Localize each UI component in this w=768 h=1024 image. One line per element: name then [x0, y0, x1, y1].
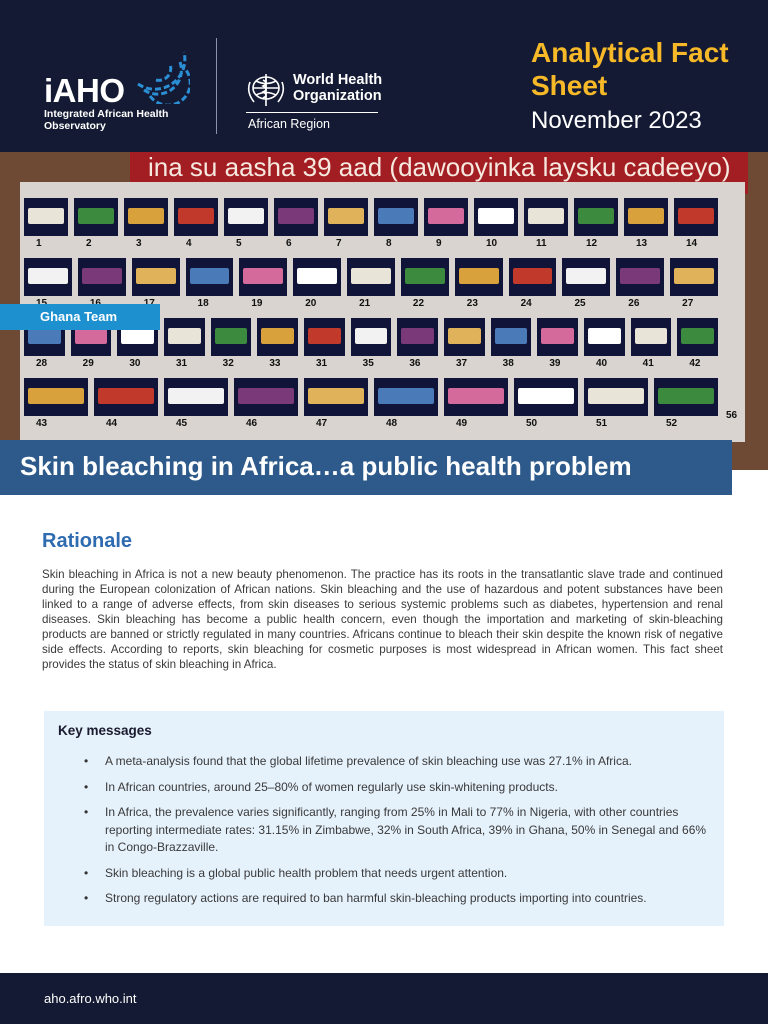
product-cell — [324, 198, 368, 236]
product-cell — [274, 198, 318, 236]
rationale-heading: Rationale — [42, 530, 133, 552]
board-number: 47 — [316, 418, 328, 429]
product-package — [355, 328, 388, 344]
key-messages-box — [44, 711, 724, 926]
page-title: Skin bleaching in Africa…a public health problem — [20, 451, 632, 481]
product-cell — [78, 258, 126, 296]
iaho-wordmark: iAHO — [44, 72, 125, 109]
bullet-icon: • — [84, 865, 89, 880]
board-number: 13 — [636, 238, 648, 249]
key-message-item — [84, 804, 714, 857]
board-number: 4 — [186, 238, 192, 249]
product-cell — [374, 378, 438, 416]
product-package — [168, 388, 224, 404]
product-package — [628, 208, 664, 224]
key-message-text: In African countries, around 25–80% of women regularly use skin-whitening products. — [105, 779, 558, 794]
board-number: 40 — [596, 358, 608, 369]
board-number: 28 — [36, 358, 48, 369]
product-cell — [186, 258, 234, 296]
product-package — [28, 388, 84, 404]
product-cell — [374, 198, 418, 236]
product-package — [178, 208, 214, 224]
product-package — [428, 208, 464, 224]
key-message-item — [84, 753, 714, 771]
product-cell — [74, 198, 118, 236]
ghana-team-tag: Ghana Team — [0, 304, 160, 330]
product-cell — [94, 378, 158, 416]
product-cell — [239, 258, 287, 296]
product-cell — [351, 318, 392, 356]
product-package — [578, 208, 614, 224]
product-cell — [164, 378, 228, 416]
product-package — [297, 268, 337, 284]
key-messages-heading: Key messages — [58, 723, 152, 738]
product-package — [401, 328, 434, 344]
product-cell — [631, 318, 672, 356]
product-cell — [24, 378, 88, 416]
product-package — [620, 268, 660, 284]
product-cell — [293, 258, 341, 296]
product-package — [98, 388, 154, 404]
board-number: 20 — [305, 298, 317, 309]
product-cell — [124, 198, 168, 236]
iaho-logo — [44, 42, 194, 134]
product-cell — [491, 318, 532, 356]
who-region: African Region — [248, 117, 330, 131]
product-cell — [677, 318, 718, 356]
board-number: 31 — [176, 358, 188, 369]
product-cell — [670, 258, 718, 296]
iaho-subtitle: Integrated African Health Observatory — [44, 108, 169, 132]
board-number: 14 — [686, 238, 698, 249]
key-message-text: A meta-analysis found that the global lifetime prevalence of skin bleaching use was 27.1% in Africa. — [105, 754, 632, 768]
product-cell — [509, 258, 557, 296]
product-cell — [474, 198, 518, 236]
board-number: 46 — [246, 418, 258, 429]
product-package — [136, 268, 176, 284]
product-cell — [174, 198, 218, 236]
board-number: 49 — [456, 418, 468, 429]
product-cell — [304, 318, 345, 356]
product-package — [681, 328, 714, 344]
product-cell — [224, 198, 268, 236]
product-package — [405, 268, 445, 284]
board-number: 3 — [136, 238, 142, 249]
product-package — [228, 208, 264, 224]
product-cell — [424, 198, 468, 236]
product-package — [243, 268, 283, 284]
product-cell — [584, 378, 648, 416]
header-divider — [216, 38, 217, 134]
product-cell — [455, 258, 503, 296]
product-cell — [347, 258, 395, 296]
product-package — [351, 268, 391, 284]
product-board-photo — [0, 152, 768, 470]
product-cell — [524, 198, 568, 236]
product-package — [635, 328, 668, 344]
key-message-item — [84, 865, 714, 883]
product-package — [459, 268, 499, 284]
board-number: 52 — [666, 418, 678, 429]
product-cell — [24, 258, 72, 296]
board-number: 22 — [412, 298, 425, 309]
product-package — [28, 208, 64, 224]
board-number: 24 — [520, 298, 532, 309]
product-cell — [164, 318, 205, 356]
who-name: World Health Organization — [293, 72, 383, 104]
product-cell — [397, 318, 438, 356]
product-package — [495, 328, 528, 344]
key-message-text: Skin bleaching is a global public health problem that needs urgent attention. — [105, 865, 508, 880]
sheet-date: November 2023 — [531, 107, 702, 134]
bullet-icon: • — [84, 754, 89, 768]
who-rule — [246, 112, 378, 113]
board-number: 25 — [574, 298, 586, 309]
product-package — [448, 328, 481, 344]
board-number: 43 — [36, 418, 48, 429]
board-number: 29 — [82, 358, 94, 369]
product-package — [328, 208, 364, 224]
board-number: 21 — [359, 298, 371, 309]
board-number: 19 — [251, 298, 263, 309]
product-cell — [624, 198, 668, 236]
product-package — [566, 268, 606, 284]
board-number: 50 — [526, 418, 538, 429]
board-number: 38 — [502, 358, 514, 369]
board-number: 41 — [642, 358, 654, 369]
board-number: 1 — [36, 238, 42, 249]
product-package — [82, 268, 122, 284]
board-number: 42 — [689, 358, 701, 369]
product-cell — [584, 318, 625, 356]
product-cell — [654, 378, 718, 416]
product-package — [513, 268, 553, 284]
product-package — [308, 328, 341, 344]
header-bar — [0, 0, 768, 152]
board-number: 31 — [316, 358, 328, 369]
board-number: 33 — [269, 358, 281, 369]
key-message-text: Strong regulatory actions are required to ban harmful skin-bleaching products importing into countries. — [105, 891, 647, 905]
product-cell — [257, 318, 298, 356]
product-cell — [401, 258, 449, 296]
product-package — [674, 268, 714, 284]
board-number: 32 — [222, 358, 234, 369]
rationale-body: Skin bleaching in Africa is not a new beauty phenomenon. The practice has its roots in the transatlantic slave trade and continued during the European colonization of African nations. Skin bleaching and the use of hazardous and potent substances have been linked to a range of adverse effects, from skin diseases to serious systemic problems such as diabetes, hypertension and renal diseases. Skin bleaching has become a public health concern, even though the importation and marketing of skin-bleaching products are banned or strictly regulated in many countries. Africans continue to bleach their skin despite the known risk of negative side effects. According to reports, skin bleaching for cosmetic purposes is most widespread in African women. This fact sheet provides the status of skin bleaching in Africa. — [42, 568, 723, 671]
product-cell — [132, 258, 180, 296]
product-cell — [574, 198, 618, 236]
product-cell — [537, 318, 578, 356]
board-number: 11 — [536, 238, 547, 249]
product-package — [678, 208, 714, 224]
product-cell — [24, 198, 68, 236]
key-message-text: In Africa, the prevalence varies significantly, ranging from 25% in Mali to 77% in Nigeria, with other countries reporting intermediate rates: 31.15% in Zimbabwe, 32% in South Africa, 39% in Ghana, 50% in Senegal and 66% in Congo-Brazzaville. — [105, 805, 707, 854]
product-package — [528, 208, 564, 224]
product-package — [448, 388, 504, 404]
product-package — [28, 328, 61, 344]
product-package — [190, 268, 230, 284]
product-package — [238, 388, 294, 404]
bullet-icon: • — [84, 891, 89, 905]
board-number: 7 — [336, 238, 342, 249]
board-number: 5 — [236, 238, 242, 249]
board-number: 45 — [176, 418, 188, 429]
board-number: 27 — [682, 298, 694, 309]
product-package — [478, 208, 514, 224]
board-number: 2 — [86, 238, 92, 249]
product-package — [588, 388, 644, 404]
key-message-item — [84, 890, 714, 908]
product-cell — [444, 378, 508, 416]
product-package — [261, 328, 294, 344]
product-package — [278, 208, 314, 224]
footer-url: aho.afro.who.int — [44, 991, 137, 1006]
board-number: 12 — [586, 238, 598, 249]
board-number: 18 — [197, 298, 209, 309]
product-cell — [616, 258, 664, 296]
board-number: 10 — [486, 238, 498, 249]
board-number: 51 — [596, 418, 608, 429]
product-package — [28, 268, 68, 284]
key-messages-list — [84, 753, 714, 916]
product-cell — [234, 378, 298, 416]
banner-text: ina su aasha 39 aad (dawooyinka laysku cadeeyo) — [148, 152, 731, 182]
bullet-icon: • — [84, 779, 89, 794]
product-package — [128, 208, 164, 224]
board-number: 44 — [106, 418, 118, 429]
product-package — [78, 208, 114, 224]
board-number: 37 — [456, 358, 468, 369]
board-number: 48 — [386, 418, 398, 429]
board-number: 56 — [726, 410, 738, 421]
board-number: 30 — [129, 358, 141, 369]
product-package — [121, 328, 154, 344]
board-number: 23 — [466, 298, 478, 309]
board-number: 35 — [362, 358, 374, 369]
product-package — [658, 388, 714, 404]
product-cell — [562, 258, 610, 296]
board-number: 26 — [628, 298, 640, 309]
product-cell — [514, 378, 578, 416]
product-package — [378, 208, 414, 224]
product-cell — [304, 378, 368, 416]
product-package — [541, 328, 574, 344]
bullet-icon: • — [84, 805, 89, 819]
who-emblem-icon — [244, 70, 288, 110]
sheet-title: Analytical Fact Sheet — [531, 37, 729, 101]
board-number: 6 — [286, 238, 292, 249]
product-package — [308, 388, 364, 404]
title-bar — [0, 440, 732, 495]
key-message-item — [84, 779, 714, 797]
product-package — [378, 388, 434, 404]
footer-bar — [0, 973, 768, 1024]
product-cell — [211, 318, 252, 356]
iaho-signal-icon — [126, 40, 190, 104]
product-package — [168, 328, 201, 344]
board-number: 8 — [386, 238, 392, 249]
product-package — [75, 328, 108, 344]
product-package — [588, 328, 621, 344]
product-cell — [444, 318, 485, 356]
product-package — [518, 388, 574, 404]
product-cell — [674, 198, 718, 236]
board-number: 39 — [549, 358, 561, 369]
product-package — [215, 328, 248, 344]
board-number: 9 — [436, 238, 442, 249]
board-number: 36 — [409, 358, 421, 369]
